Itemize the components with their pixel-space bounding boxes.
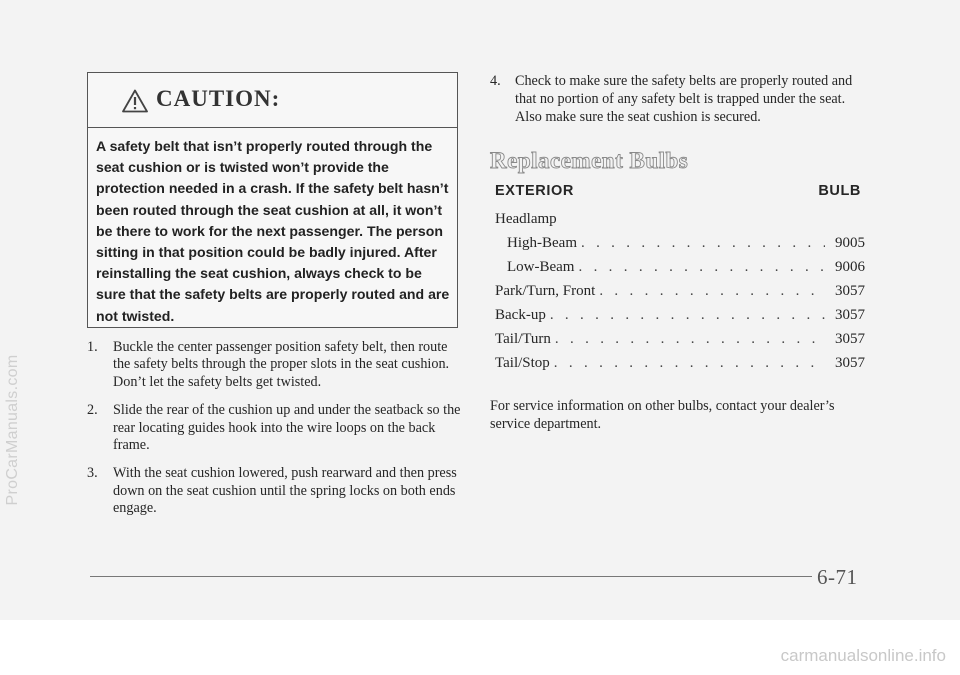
column-bulb: BULB (818, 183, 861, 199)
row-bulb: 9005 (835, 235, 865, 251)
row-label: Back-up (495, 307, 546, 323)
footer-rule (90, 576, 812, 577)
row-label: High-Beam (507, 235, 577, 251)
caution-box (87, 72, 458, 328)
service-note: For service information on other bulbs, contact your dealer’s service department. (490, 398, 835, 432)
dot-leader (550, 303, 825, 327)
table-row (495, 279, 865, 303)
step-text: Slide the rear of the cushion up and under the seatback so the rear locating guides hook into the wire loops on the back frame. (113, 402, 461, 454)
step-text: With the seat cushion lowered, push rearward and then press down on the seat cushion until the spring locks on both ends engage. (113, 465, 457, 517)
table-row (495, 351, 865, 375)
row-bulb: 3057 (835, 283, 865, 299)
steps-list (87, 339, 467, 529)
bulb-table-header (495, 183, 865, 207)
step-item (87, 339, 467, 391)
row-bulb: 9006 (835, 259, 865, 275)
table-row (495, 327, 865, 351)
step-text: Check to make sure the safety belts are properly routed and that no portion of any safety belt is trapped under the seat. Also make sure the seat cushion is secured. (515, 73, 853, 125)
caution-text: A safety belt that isn’t properly routed through the seat cushion or is twisted won’t provide the protection needed in a crash. If the safety belt hasn’t been routed through the seat cushion at all, it won’t be there to work for the next passenger. The person sitting in that position could be badly injured. After reinstalling the seat cushion, always check to be sure that the safety belts are properly routed and are not twisted. (96, 138, 450, 324)
section-title: Replacement Bulbs (490, 148, 689, 173)
step-number: 1. (87, 339, 98, 355)
dot-leader (599, 279, 825, 303)
bulb-table (495, 183, 865, 375)
step-text: Buckle the center passenger position safety belt, then route the safety belts through the proper slots in the seat cushion. Don’t let the safety belts get twisted. (113, 339, 450, 390)
table-row (495, 231, 865, 255)
step-number: 4. (490, 73, 501, 89)
row-bulb: 3057 (835, 355, 865, 371)
row-label: Park/Turn, Front (495, 283, 596, 299)
table-row (495, 255, 865, 279)
step-number: 2. (87, 402, 98, 419)
dot-leader (581, 231, 825, 255)
column-exterior: EXTERIOR (495, 183, 574, 199)
row-label: Tail/Turn (495, 331, 551, 347)
caution-title: CAUTION: (156, 86, 281, 111)
group-headlamp: Headlamp (495, 211, 557, 227)
dot-leader (555, 327, 825, 351)
page-number: 6-71 (817, 565, 858, 589)
dot-leader (554, 351, 825, 375)
dot-leader (578, 255, 825, 279)
row-bulb: 3057 (835, 307, 865, 323)
table-row (495, 303, 865, 327)
caution-header (88, 73, 457, 128)
row-label: Low-Beam (507, 259, 575, 275)
step-item (87, 402, 467, 454)
row-label: Tail/Stop (495, 355, 550, 371)
step-item (490, 72, 870, 126)
step-item (87, 465, 467, 517)
site-footer-link[interactable]: carmanualsonline.info (780, 646, 946, 665)
watermark: ProCarManuals.com (4, 354, 21, 506)
row-bulb: 3057 (835, 331, 865, 347)
step-number: 3. (87, 465, 98, 482)
warning-triangle-icon (122, 89, 148, 113)
